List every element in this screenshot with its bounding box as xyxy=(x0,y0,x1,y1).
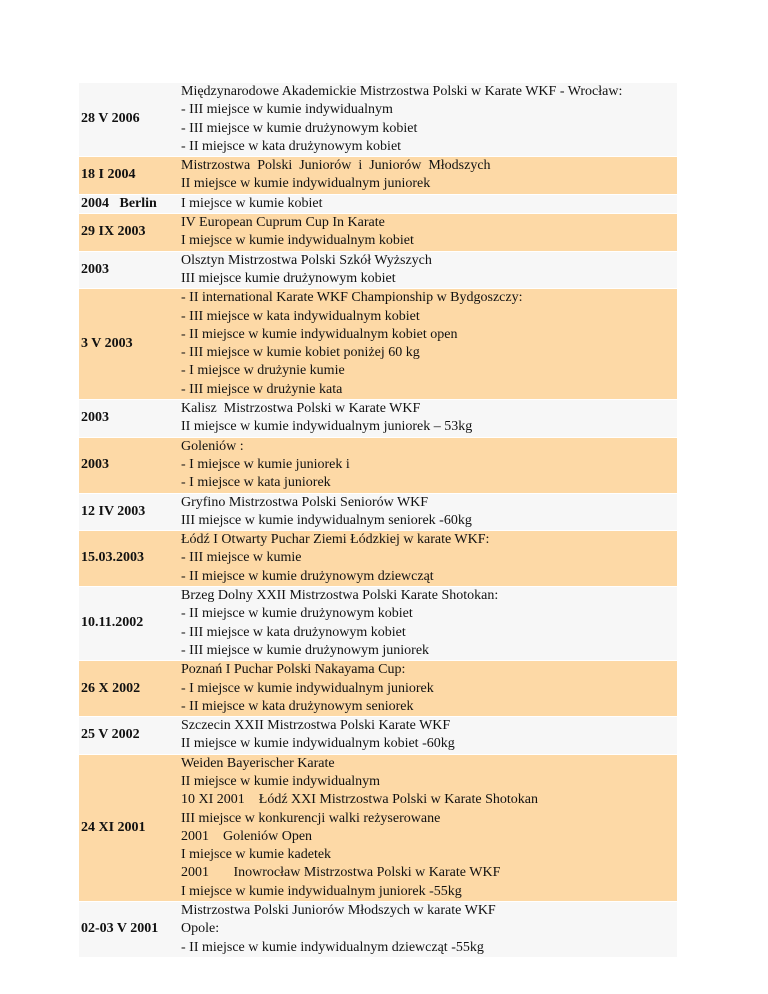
table-row xyxy=(79,437,677,493)
result-line: 2001 Inowrocław Mistrzostwa Polski w Karate WKF xyxy=(181,865,501,881)
table-row xyxy=(79,754,677,901)
result-description xyxy=(179,754,677,901)
result-date: 10.11.2002 xyxy=(79,587,179,661)
result-description xyxy=(179,717,677,755)
result-date: 2003 xyxy=(79,437,179,493)
table-row xyxy=(79,157,677,195)
result-date: 18 I 2004 xyxy=(79,157,179,195)
result-line: 10 XI 2001 Łódź XXI Mistrzostwa Polski w Karate Shotokan xyxy=(181,792,538,808)
result-description xyxy=(179,83,677,157)
table-row xyxy=(79,251,677,289)
result-line: - III miejsce w kata drużynowym kobiet xyxy=(181,624,406,640)
result-description xyxy=(179,251,677,289)
result-line: IV European Cuprum Cup In Karate xyxy=(181,215,385,231)
result-line: I miejsce w kumie indywidualnym juniorek -55kg xyxy=(181,883,462,899)
result-line: Poznań I Puchar Polski Nakayama Cup: xyxy=(181,662,406,678)
result-line: Kalisz Mistrzostwa Polski w Karate WKF xyxy=(181,401,421,417)
table-row xyxy=(79,717,677,755)
result-description xyxy=(179,493,677,531)
result-line: III miejsce w konkurencji walki reżyserowane xyxy=(181,810,441,826)
result-line: I miejsce w kumie kadetek xyxy=(181,847,332,863)
result-date: 15.03.2003 xyxy=(79,531,179,587)
result-line: - III miejsce w drużynie kata xyxy=(181,381,343,397)
result-line: - II miejsce w kata drużynowym seniorek xyxy=(181,698,414,714)
result-description xyxy=(179,531,677,587)
table-row xyxy=(79,661,677,717)
table-row xyxy=(79,83,677,157)
result-description xyxy=(179,214,677,252)
result-date: 28 V 2006 xyxy=(79,83,179,157)
result-date: 12 IV 2003 xyxy=(79,493,179,531)
result-line: Gryfino Mistrzostwa Polski Seniorów WKF xyxy=(181,494,429,510)
table-row xyxy=(79,289,677,400)
result-line: - II miejsce w kumie indywidualnym dziewcząt -55kg xyxy=(181,939,484,955)
result-line: Łódź I Otwarty Puchar Ziemi Łódzkiej w karate WKF: xyxy=(181,532,490,548)
table-row xyxy=(79,902,677,957)
result-date: 2004 Berlin xyxy=(79,194,179,213)
result-line: II miejsce w kumie indywidualnym juniorek xyxy=(181,176,431,192)
result-description xyxy=(179,400,677,438)
table-row xyxy=(79,493,677,531)
result-line: III miejsce kumie drużynowym kobiet xyxy=(181,270,396,286)
result-line: - III miejsce w kumie drużynowym juniorek xyxy=(181,642,430,658)
result-description xyxy=(179,437,677,493)
result-line: Goleniów : xyxy=(181,438,244,454)
results-table xyxy=(79,83,677,957)
result-line: Weiden Bayerischer Karate xyxy=(181,755,335,771)
result-line: - I miejsce w kumie indywidualnym juniorek xyxy=(181,680,434,696)
result-date: 29 IX 2003 xyxy=(79,214,179,252)
result-line: - III miejsce w kumie kobiet poniżej 60 kg xyxy=(181,345,420,361)
result-line: - II international Karate WKF Championship w Bydgoszczy: xyxy=(181,290,523,306)
result-description xyxy=(179,194,677,213)
result-line: - III miejsce w kumie indywidualnym xyxy=(181,102,393,118)
result-line: Szczecin XXII Mistrzostwa Polski Karate WKF xyxy=(181,718,451,734)
result-line: Międzynarodowe Akademickie Mistrzostwa Polski w Karate WKF - Wrocław: xyxy=(181,84,623,99)
result-line: - I miejsce w kata juniorek xyxy=(181,475,331,491)
result-line: - I miejsce w drużynie kumie xyxy=(181,363,345,379)
results-document xyxy=(79,83,677,957)
results-table-body xyxy=(79,83,677,957)
result-description xyxy=(179,289,677,400)
result-line: I miejsce w kumie kobiet xyxy=(181,195,323,211)
table-row xyxy=(79,587,677,661)
result-date: 02-03 V 2001 xyxy=(79,902,179,957)
result-line: Mistrzostwa Polski Juniorów i Juniorów Młodszych xyxy=(181,158,491,174)
result-description xyxy=(179,587,677,661)
result-description xyxy=(179,157,677,195)
table-row xyxy=(79,214,677,252)
result-line: - II miejsce w kumie indywidualnym kobiet open xyxy=(181,326,458,342)
result-date: 3 V 2003 xyxy=(79,289,179,400)
result-line: - I miejsce w kumie juniorek i xyxy=(181,456,350,472)
table-row xyxy=(79,400,677,438)
result-line: Olsztyn Mistrzostwa Polski Szkół Wyższych xyxy=(181,252,432,268)
table-row xyxy=(79,531,677,587)
result-line: - II miejsce w kumie drużynowym dziewcząt xyxy=(181,568,434,584)
result-line: III miejsce w kumie indywidualnym seniorek -60kg xyxy=(181,512,472,528)
result-date: 26 X 2002 xyxy=(79,661,179,717)
result-line: - III miejsce w kumie drużynowym kobiet xyxy=(181,120,418,136)
result-description xyxy=(179,661,677,717)
result-line: - III miejsce w kumie xyxy=(181,550,302,566)
result-line: II miejsce w kumie indywidualnym xyxy=(181,773,381,789)
result-date: 2003 xyxy=(79,400,179,438)
result-date: 2003 xyxy=(79,251,179,289)
result-line: - II miejsce w kumie drużynowym kobiet xyxy=(181,606,413,622)
result-date: 25 V 2002 xyxy=(79,717,179,755)
result-line: - II miejsce w kata drużynowym kobiet xyxy=(181,138,402,154)
table-row xyxy=(79,194,677,213)
result-description xyxy=(179,902,677,957)
result-line: - III miejsce w kata indywidualnym kobiet xyxy=(181,308,420,324)
result-line: Mistrzostwa Polski Juniorów Młodszych w karate WKF xyxy=(181,903,496,919)
result-line: II miejsce w kumie indywidualnym juniorek – 53kg xyxy=(181,419,473,435)
result-line: Brzeg Dolny XXII Mistrzostwa Polski Karate Shotokan: xyxy=(181,588,499,604)
result-line: II miejsce w kumie indywidualnym kobiet -60kg xyxy=(181,736,455,752)
result-line: Opole: xyxy=(181,921,220,937)
result-date: 24 XI 2001 xyxy=(79,754,179,901)
result-line: 2001 Goleniów Open xyxy=(181,828,313,844)
result-line: I miejsce w kumie indywidualnym kobiet xyxy=(181,233,414,249)
